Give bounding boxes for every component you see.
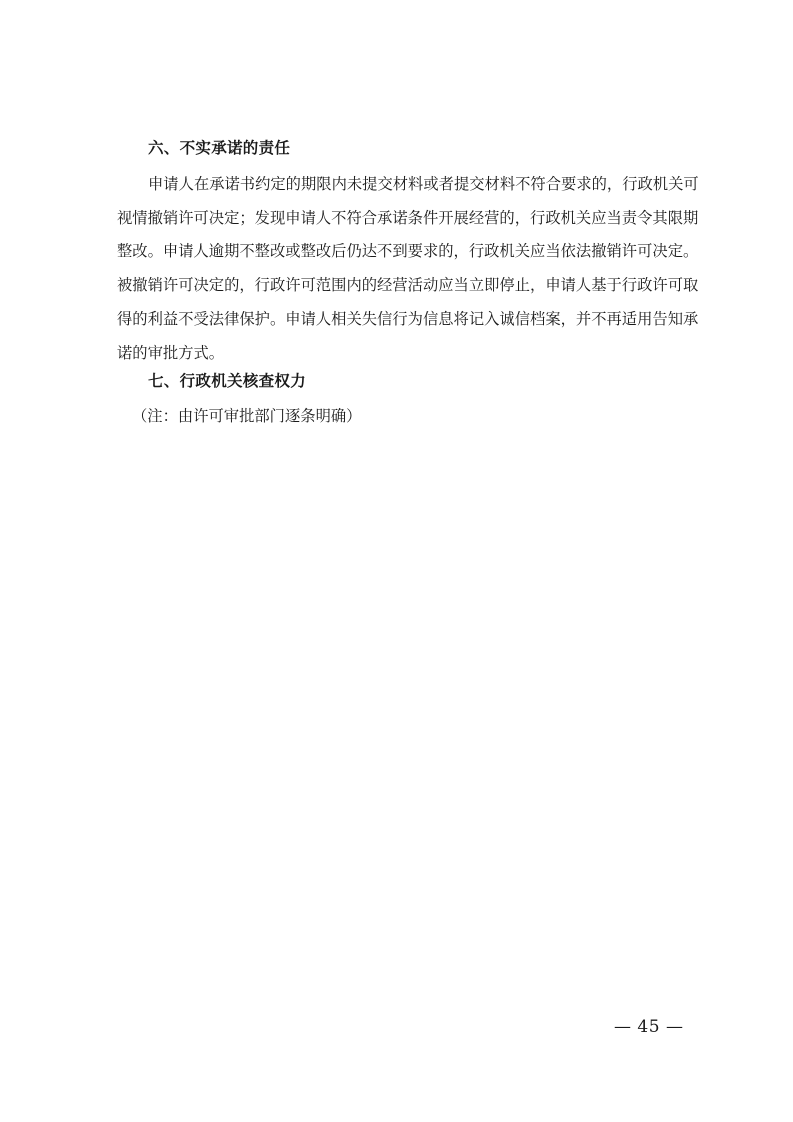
section-heading-false-commitment-liability: 六、不实承诺的责任 [148,139,291,157]
paragraph-line: 得的利益不受法律保护。申请人相关失信行为信息将记入诚信档案，并不再适用告知承 [117,309,699,328]
section-body-paragraph [117,168,697,370]
section-heading-verification-power: 七、行政机关核查权力 [148,372,307,390]
paragraph-line: 视情撤销许可决定；发现申请人不符合承诺条件开展经营的，行政机关应当责令其限期 [117,208,699,227]
paragraph-line: 整改。申请人逾期不整改或整改后仍达不到要求的，行政机关应当依法撤销许可决定。 [117,242,699,261]
paragraph-line: 被撤销许可决定的，行政许可范围内的经营活动应当立即停止，申请人基于行政许可取 [117,276,699,295]
page-number: — 45 — [614,1017,684,1037]
paragraph-line: 申请人在承诺书约定的期限内未提交材料或者提交材料不符合要求的，行政机关可 [148,175,699,193]
paragraph-line: 诺的审批方式。 [117,343,225,362]
section-note: （注：由许可审批部门逐条明确） [132,407,362,425]
